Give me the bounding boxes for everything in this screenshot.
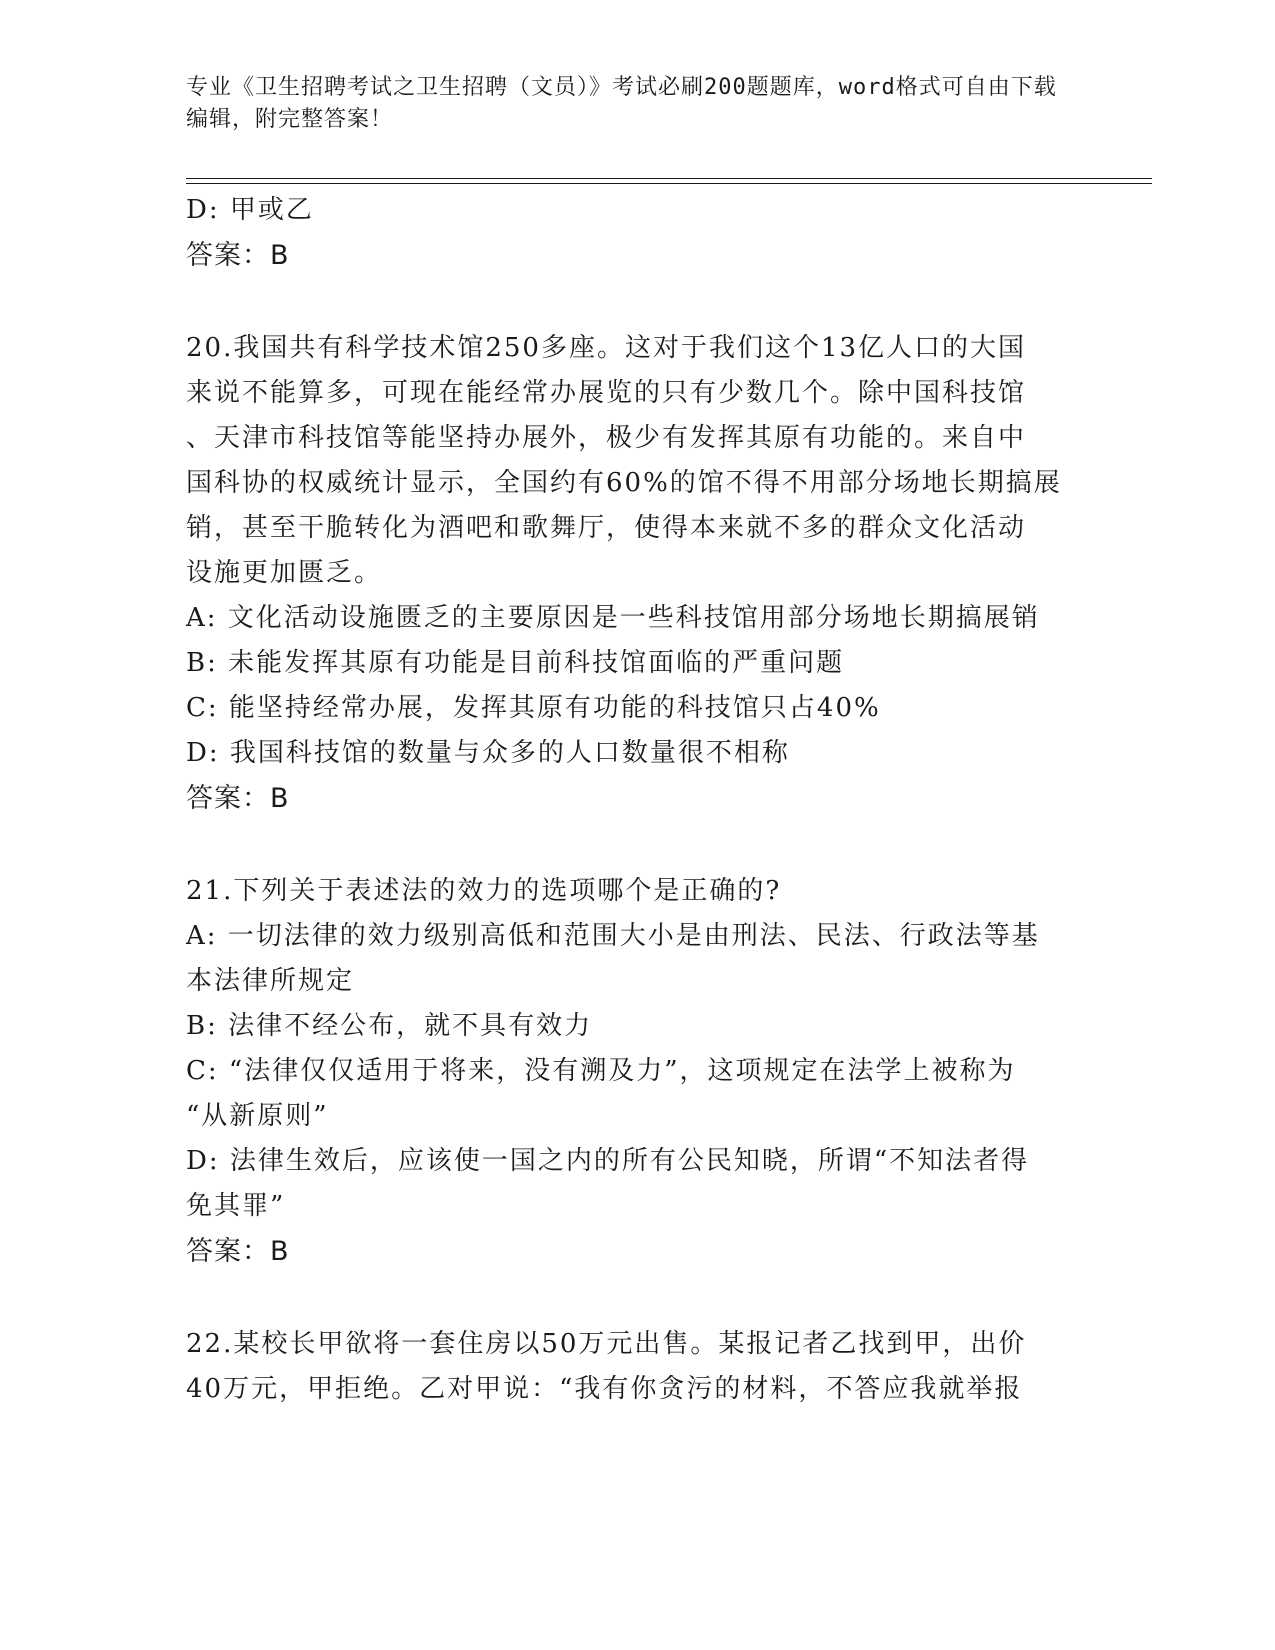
- option-c: C: 能坚持经常办展，发挥其原有功能的科技馆只占40%: [186, 693, 881, 723]
- question-stem-line: 来说不能算多，可现在能经常办展览的只有少数几个。除中国科技馆: [186, 378, 1027, 408]
- answer-line: 答案：B: [186, 240, 290, 271]
- question-21: [186, 869, 1086, 1274]
- question-stem-line: 21.下列关于表述法的效力的选项哪个是正确的?: [186, 876, 782, 906]
- option-b: B: 未能发挥其原有功能是目前科技馆面临的严重问题: [186, 648, 845, 678]
- answer-line: 答案：B: [186, 783, 290, 814]
- option-a: A: 文化活动设施匮乏的主要原因是一些科技馆用部分场地长期搞展销: [186, 603, 1040, 633]
- page-header: 专业《卫生招聘考试之卫生招聘（文员）》考试必刷200题题库，word格式可自由下载编辑，附完整答案！: [186, 75, 1057, 132]
- question-22: [186, 1322, 1086, 1412]
- option-c: C: “法律仅仅适用于将来，没有溯及力”，这项规定在法学上被称为: [186, 1056, 1016, 1086]
- question-stem-line: 国科协的权威统计显示，全国约有60%的馆不得不用部分场地长期搞展: [186, 468, 1062, 498]
- option-a-continuation: 本法律所规定: [186, 966, 355, 996]
- option-d: D: 我国科技馆的数量与众多的人口数量很不相称: [186, 738, 790, 768]
- option-d-continuation: 免其罪”: [186, 1191, 286, 1221]
- document-body: [186, 188, 1086, 1412]
- option-a: A: 一切法律的效力级别高低和范围大小是由刑法、民法、行政法等基: [186, 921, 1040, 951]
- question-stem-line: 20.我国共有科学技术馆250多座。这对于我们这个13亿人口的大国: [186, 333, 1027, 363]
- answer-line: 答案：B: [186, 1236, 290, 1267]
- question-stem-line: 设施更加匮乏。: [186, 558, 383, 588]
- question-stem-line: 22.某校长甲欲将一套住房以50万元出售。某报记者乙找到甲，出价: [186, 1329, 1027, 1359]
- question-20: [186, 326, 1086, 821]
- question-stem-line: 销，甚至干脆转化为酒吧和歌舞厅，使得本来就不多的群众文化活动: [186, 513, 1027, 543]
- option-d: D: 法律生效后，应该使一国之内的所有公民知晓，所谓“不知法者得: [186, 1146, 1030, 1176]
- option-c-continuation: “从新原则”: [186, 1101, 329, 1131]
- option-d: D: 甲或乙: [186, 195, 314, 225]
- question-stem-line: 40万元，甲拒绝。乙对甲说：“我有你贪污的材料，不答应我就举报: [186, 1374, 1023, 1404]
- header-divider: [186, 178, 1152, 184]
- previous-question-tail: [186, 188, 1086, 278]
- question-stem-line: 、天津市科技馆等能坚持办展外，极少有发挥其原有功能的。来自中: [186, 423, 1027, 453]
- option-b: B: 法律不经公布，就不具有效力: [186, 1011, 593, 1041]
